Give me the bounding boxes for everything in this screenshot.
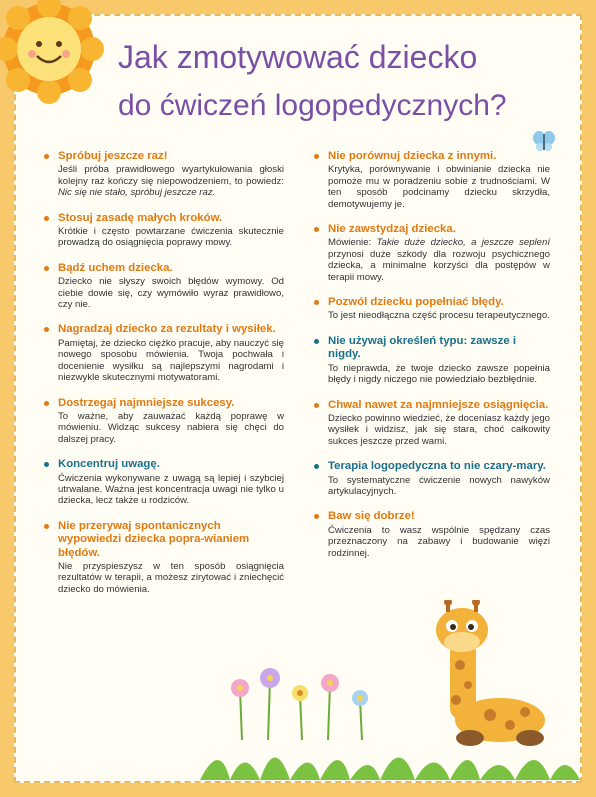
bullet-icon (44, 216, 49, 221)
tip-item (44, 520, 284, 595)
bullet-icon (314, 464, 319, 469)
bullet-icon (44, 401, 49, 406)
tip-text: To nieprawda, że twoje dziecko zawsze popełnia błędy i nigdy niczego nie powiedziało bezbłędnie. (328, 362, 550, 386)
bullet-icon (314, 514, 319, 519)
tip-heading: Pozwól dziecku popełniać błędy. (328, 296, 504, 309)
tip-item (314, 510, 550, 559)
tip-item (314, 296, 550, 322)
bullet-icon (314, 300, 319, 305)
tip-text: Jeśli próba prawidłowego wyartykułowania głoski kolejny raz kończy się niepowodzeniem, to powiedz: Nic się nie stało, spróbuj jeszcze raz. (58, 164, 284, 199)
tip-text: Krótkie i często powtarzane ćwiczenia skutecznie prowadzą do osiągnięcia poprawy mowy. (58, 226, 284, 249)
tip-item (44, 397, 284, 446)
tip-item (314, 460, 550, 497)
bullet-icon (314, 154, 319, 159)
tip-text: Ćwiczenia to wasz wspólnie spędzany czas przeznaczony na zabawy i budowanie więzi rodzinnej. (328, 524, 550, 559)
tip-item (44, 150, 284, 199)
page-title: Jak zmotywować dziecko (118, 39, 478, 75)
tip-text: To ważne, aby zauważać każdą poprawę w mówieniu. Widząc sukcesy nabiera się chęci do dalszej pracy. (58, 410, 284, 445)
tip-heading: Koncentruj uwagę. (58, 458, 160, 471)
tip-heading: Chwal nawet za najmniejsze osiągnięcia. (328, 398, 549, 411)
tip-item (44, 323, 284, 383)
bullet-icon (314, 227, 319, 232)
tip-text: To systematyczne ćwiczenie nowych nawyków artykulacyjnych. (328, 474, 550, 497)
bullet-icon (44, 462, 49, 467)
tip-text: Mówienie: Takie duże dziecko, a jeszcze seplení przynosi duże szkody dla rozwoju psychicznego dziecka, a minimalne korzyści dla postępów w terapii mowy. (328, 237, 551, 283)
bullet-icon (44, 524, 49, 529)
bullet-icon (314, 339, 319, 344)
tip-text: To jest nieodłączna część procesu terapeutycznego. (328, 310, 550, 322)
tip-text: Dziecko powinno wiedzieć, że doceniasz każdy jego wysiłek i widzisz, jak się stara, choć całkowity sukces jeszcze przed wami. (328, 412, 550, 447)
tip-item (314, 399, 550, 448)
tip-heading: Baw się dobrze! (328, 510, 415, 523)
tip-heading: Nie przerywaj spontanicznych wypowiedzi dziecka popra-wianiem błędów. (58, 519, 250, 559)
tip-item (44, 212, 284, 249)
tip-heading: Stosuj zasadę małych kroków. (58, 211, 223, 224)
tip-heading: Nie zawstydzaj dziecka. (328, 223, 456, 236)
page-subtitle: do ćwiczeń logopedycznych? (118, 89, 507, 122)
tip-heading: Nie używaj określeń typu: zawsze i nigdy. (328, 334, 517, 361)
tip-heading: Nagradzaj dziecko za rezultaty i wysiłek. (58, 323, 276, 336)
tip-item (44, 262, 284, 311)
bullet-icon (44, 327, 49, 332)
bullet-icon (314, 403, 319, 408)
tip-heading: Nie porównuj dziecka z innymi. (328, 150, 497, 162)
sun-icon (0, 0, 104, 104)
tip-text: Ćwiczenia wykonywane z uwagą są lepiej i szybciej utrwalane. Ważna jest koncentracja uwagi nie tylko u dziecka, lecz także u rodziców. (58, 472, 284, 507)
bullet-icon (44, 266, 49, 271)
tip-text: Nie przyspieszysz w ten sposób osiągnięcia rezultatów w terapii, a możesz zirytować i zniechęcić dziecko do mówienia. (58, 560, 284, 595)
tip-heading: Dostrzegaj najmniejsze sukcesy. (58, 396, 235, 409)
left-column (44, 150, 284, 608)
tip-text: Dziecko nie słyszy swoich błędów wymowy. Od ciebie dowie się, czy wymówiło wyraz prawidłowo, czy nie. (58, 276, 284, 311)
bullet-icon (44, 154, 49, 159)
tip-text: Pamiętaj, że dziecko ciężko pracuje, aby nauczyć się nowego sposobu mówienia. Twoja pochwała i docenienie wysiłku są najlepszymi nagrodami i niezwykle skutecznymi motywatorami. (58, 337, 284, 384)
tip-item (44, 458, 284, 507)
right-column (314, 150, 550, 572)
tip-heading: Terapia logopedyczna to nie czary-mary. (328, 460, 546, 473)
tip-item (314, 223, 550, 283)
tip-text: Krytyka, porównywanie i obwinianie dziecka nie pomoże mu w poradzeniu sobie z trudnościami. W ten sposób podcinamy dziecku skrzydła, demotywujemy je. (328, 164, 550, 210)
giraffe-illustration (410, 600, 560, 750)
tip-item (314, 335, 550, 386)
tip-heading: Spróbuj jeszcze raz! (58, 150, 168, 162)
tip-item (314, 150, 550, 210)
butterfly-icon (532, 130, 556, 152)
tip-heading: Bądź uchem dziecka. (58, 261, 173, 274)
